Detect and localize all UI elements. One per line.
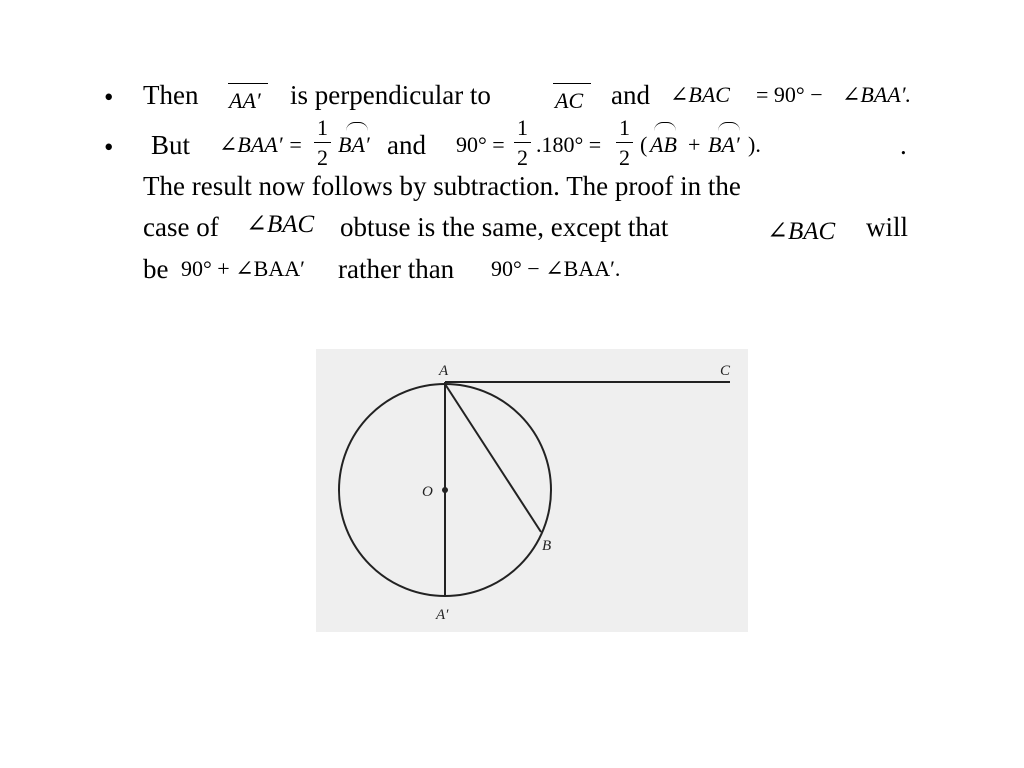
fraction-one-half [314,117,331,169]
math-plus: + [688,132,701,157]
math-paren-close: ). [748,132,761,157]
fraction-one-half [514,117,531,169]
bullet-marker: • [104,132,114,162]
math-angle-bac: ∠BAC [670,82,730,107]
text-period: . [900,130,907,160]
arc-mark [346,122,368,131]
label-a: A [439,363,449,379]
text-case-of: case of [143,212,219,242]
text-and: and [387,130,426,160]
math-angle-bac: ∠BAC [767,218,836,245]
fraction-denominator: 2 [317,145,328,170]
fraction-numerator: 1 [514,117,531,143]
bullet-marker: • [104,82,114,112]
circle-figure [316,349,748,632]
label-o: O [422,484,433,500]
math-segment-ac: AC [555,88,584,113]
math-ninety-plus-angle-baa: 90° + ∠BAA′ [181,256,305,281]
text-but: But [151,130,191,160]
math-segment-aa-prime: AA′ [229,88,261,113]
center-point [442,487,448,493]
label-b: B [542,538,552,554]
fraction-numerator: 1 [314,117,331,143]
text-will: will [866,212,909,242]
fraction-denominator: 2 [619,145,630,170]
math-angle-baa-prime: ∠BAA′. [842,82,912,107]
math-arc-ab: AB [650,132,677,157]
text-then: Then [143,80,199,110]
arc-mark [718,122,740,131]
text-be: be [143,254,169,284]
chord-a-b [445,384,541,532]
math-ninety-equals: 90° = [456,132,505,157]
label-c: C [720,363,731,379]
text-rather-than: rather than [338,254,455,284]
math-equals-90-minus: = 90° − [756,82,823,107]
math-arc-ba-prime: BA′ [708,132,740,157]
math-paren-open: ( [640,132,648,157]
math-angle-bac: ∠BAC [246,211,315,238]
segment-overline [553,83,591,84]
math-ninety-minus-angle-baa: 90° − ∠BAA′. [491,256,621,281]
fraction-denominator: 2 [517,145,528,170]
text-obtuse-same: obtuse is the same, except that [340,212,669,242]
fraction-numerator: 1 [616,117,633,143]
arc-mark [654,122,676,131]
math-times-180-equals: .180° = [536,132,602,157]
text-and: and [611,80,650,110]
math-arc-ba-prime: BA′ [338,132,370,157]
fraction-one-half [616,117,633,169]
text-result-line: The result now follows by subtraction. The proof in the [143,171,741,201]
circle-diagram [316,349,748,632]
text-is-perpendicular-to: is perpendicular to [290,80,491,110]
math-angle-baa-prime: ∠BAA′ = [219,132,303,157]
label-a-prime: A′ [436,607,449,623]
segment-overline [228,83,268,84]
